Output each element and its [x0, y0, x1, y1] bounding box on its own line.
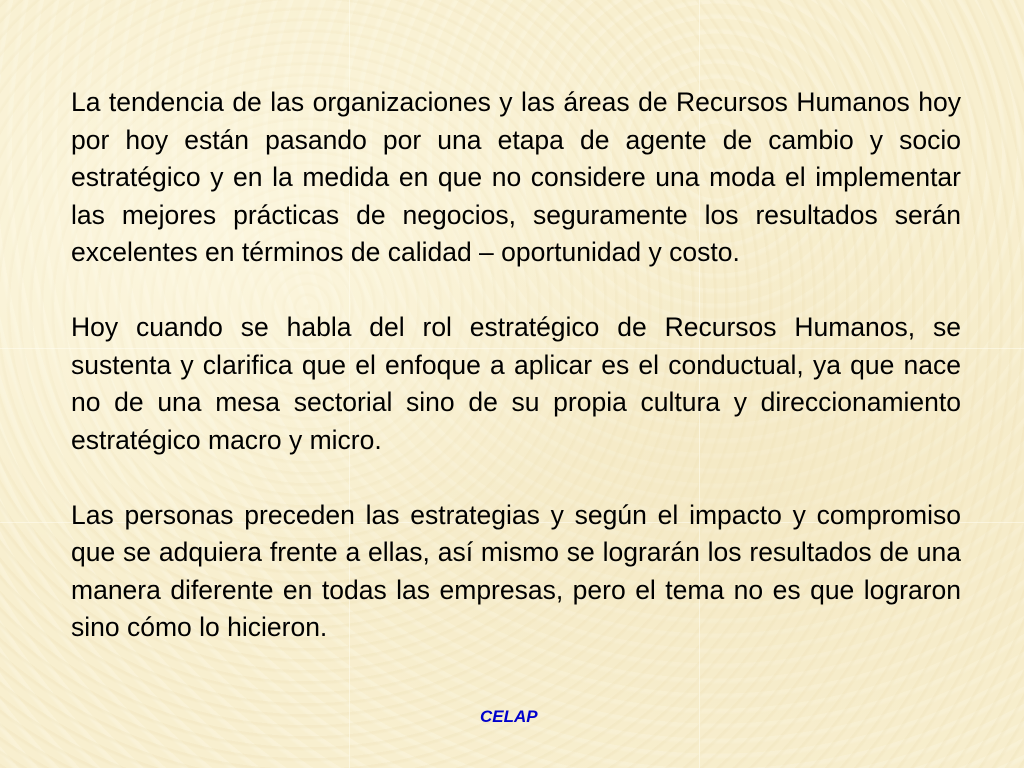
paragraph-1: La tendencia de las organizaciones y las áreas de Recursos Humanos hoy por hoy están pasando por una etapa de agente de cambio y socio estratégico y en la medida en que no considere una moda el implementar las mejores prácticas de negocios, seguramente los resultados serán excelentes en términos de calidad – oportunidad y costo.	[71, 87, 961, 267]
paragraph-2: Hoy cuando se habla del rol estratégico de Recursos Humanos, se sustenta y clarifica que el enfoque a aplicar es el conductual, ya que nace no de una mesa sectorial sino de su propia cultura y direccionamiento estratégico macro y micro.	[71, 312, 961, 455]
slide-body	[71, 84, 961, 647]
footer-source-label: CELAP	[480, 707, 538, 726]
paragraph-3: Las personas preceden las estrategias y según el impacto y compromiso que se adquiera frente a ellas, así mismo se lograrán los resultados de una manera diferente en todas las empresas, pero el tema no es que lograron sino cómo lo hicieron.	[71, 499, 961, 642]
